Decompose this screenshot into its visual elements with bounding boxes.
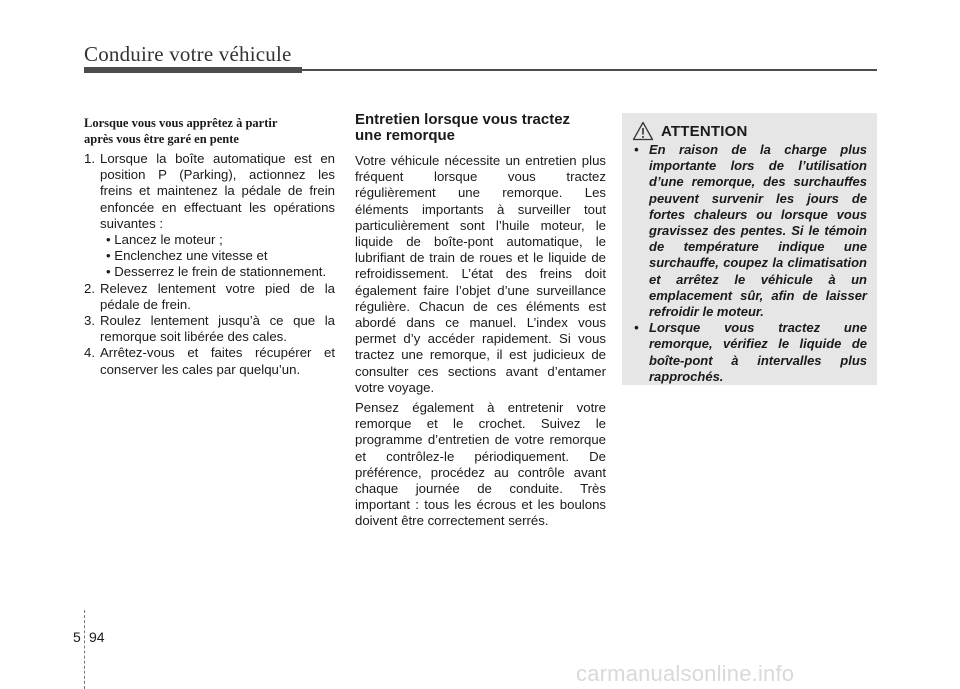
step-text: Arrêtez-vous et faites récupérer et conserver les cales par quelqu’un. [100, 345, 335, 377]
step-text: Lorsque la boîte automatique est en position P (Parking), actionnez les freins et maintenez la pédale de frein enfoncée en effectuant les opérations suivantes : [100, 151, 335, 231]
attention-item-text: Lorsque vous tractez une remorque, vérifiez le liquide de boîte-pont à intervalles plus rapprochés. [649, 320, 867, 384]
attention-item [632, 142, 867, 320]
step-text: Relevez lentement votre pied de la pédale de frein. [100, 280, 335, 312]
section-heading [355, 112, 606, 144]
heading-line-1: Entretien lorsque vous tractez [355, 111, 571, 128]
sub-bullet-item: • Lancez le moteur ; [106, 232, 223, 248]
warning-triangle-icon [632, 121, 654, 141]
step-item [84, 281, 335, 313]
step-item [84, 313, 335, 345]
body-paragraph: Pensez également à entretenir votre remorque et le crochet. Suivez le programme d’entretien de votre remorque et contrôlez-le périodiquement. De préférence, procédez au contrôle avant chaque journée de conduite. Très important : tous les écrous et les boulons doivent être correctement serrés. [355, 400, 606, 529]
step-number: 3. [84, 313, 95, 329]
sub-bullet-list [100, 232, 335, 281]
subheading-line-1: Lorsque vous vous apprêtez à partir [84, 116, 278, 130]
page-number: 94 [89, 629, 105, 645]
step-item [84, 151, 335, 281]
steps-list [84, 151, 335, 378]
header-rule-thick [84, 67, 302, 73]
step-number: 1. [84, 151, 95, 166]
attention-item [632, 320, 867, 385]
bullet-dot: • [634, 320, 639, 336]
section-subheading [84, 115, 335, 147]
bullet-dot: • [634, 142, 639, 157]
attention-header [632, 121, 867, 141]
heading-line-2: une remorque [355, 127, 456, 144]
header-rule-thin [302, 69, 877, 71]
sub-bullet-item: • Desserrez le frein de stationnement. [106, 264, 327, 280]
middle-column [355, 112, 606, 534]
step-number: 4. [84, 345, 95, 361]
attention-item-text: En raison de la charge plus importante lors de l’utilisation d’une remorque, des surchauffes peuvent survenir les jours de fortes chaleurs ou lorsque vous gravissez des pentes. Si le témoin de température indique une surchauffe, coupez la climatisation et arrêtez le véhicule à un emplacement sûr, afin de laisser refroidir le moteur. [649, 142, 867, 320]
page-header-title: Conduire votre véhicule [84, 42, 292, 66]
attention-box [622, 113, 877, 385]
left-column [84, 115, 335, 378]
watermark-text: carmanualsonline.info [576, 661, 795, 686]
step-item [84, 345, 335, 377]
attention-title: ATTENTION [661, 122, 748, 140]
step-number: 2. [84, 280, 95, 296]
body-paragraph: Votre véhicule nécessite un entretien plus fréquent lorsque vous tractez régulièrement une remorque. Les éléments importants à surveiller tout particulièrement sont l’huile moteur, le liquide de boîte-pont automatique, le lubrifiant de train de roues et le liquide de refroidissement. L’état des freins doit également faire l’objet d’une surveillance régulière. Chacun de ces éléments est abordé dans ce manuel. L’index vous permet d’y accéder rapidement. Si vous tractez une remorque, il est judicieux de consulter ces sections avant d’entamer votre voyage. [355, 153, 606, 395]
attention-list [632, 142, 867, 385]
chapter-number: 5 [73, 629, 81, 645]
subheading-line-2: après vous être garé en pente [84, 132, 239, 146]
footer-separator [84, 610, 85, 689]
sub-bullet-item: • Enclenchez une vitesse et [106, 248, 268, 264]
step-text: Roulez lentement jusqu’à ce que la remorque soit libérée des cales. [100, 313, 335, 345]
